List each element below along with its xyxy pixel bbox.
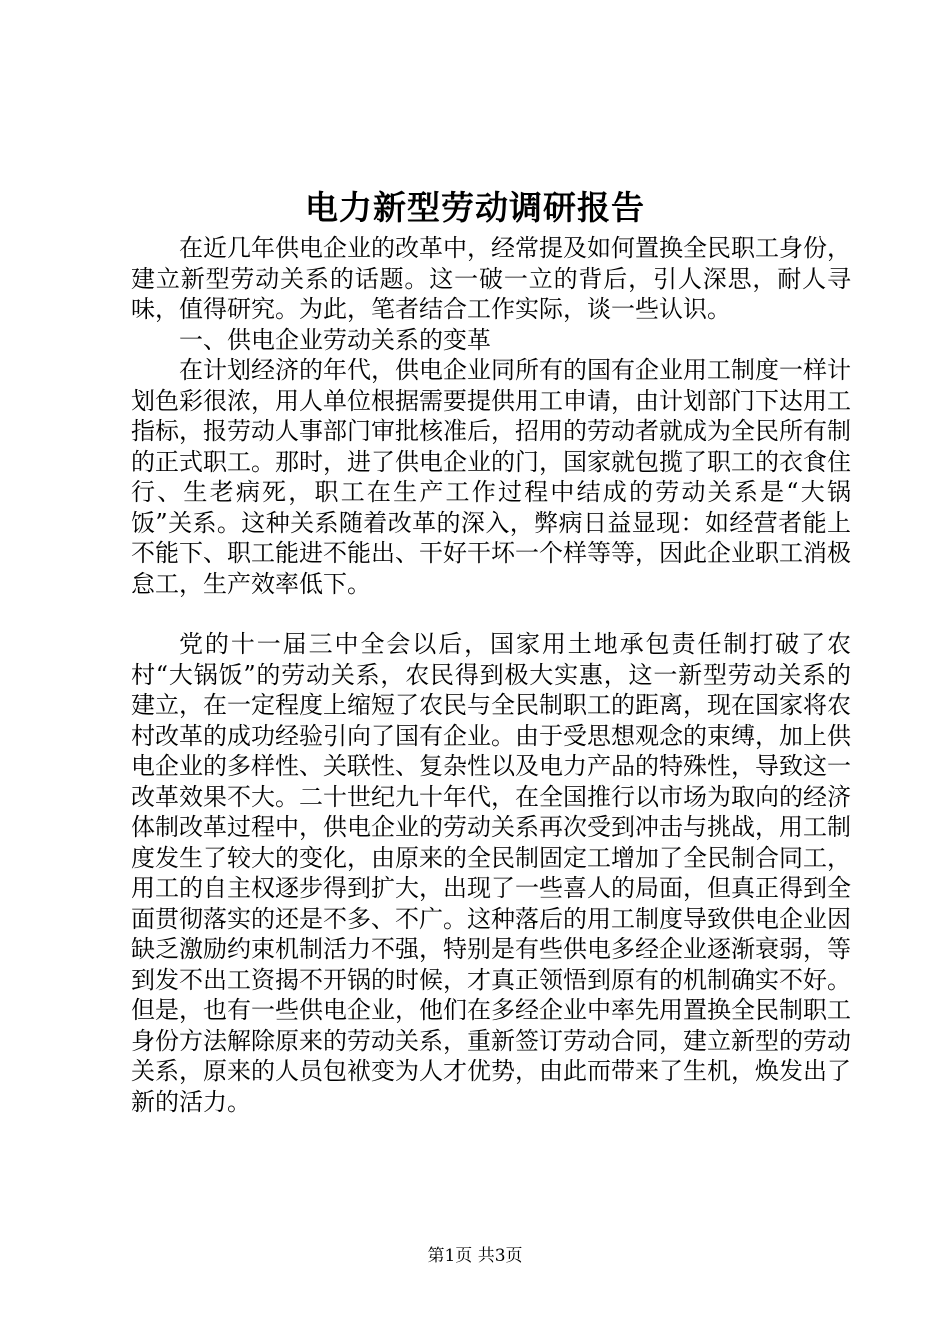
- page-number-footer: 第1页 共3页: [427, 1246, 523, 1266]
- section-heading-1: 一、供电企业劳动关系的变革: [179, 325, 491, 354]
- paragraph-planned-economy: 在计划经济的年代，供电企业同所有的国有企业用工制度一样计划色彩很浓，用人单位根据需要提供用工申请，由计划部门下达用工指标，报劳动人事部门审批核准后，招用的劳动者就成为全民所有制的正式职工。那时，进了供电企业的门，国家就包揽了职工的衣食住行、生老病死，职工在生产工作过程中结成的劳动关系是“大锅饭”关系。这种关系随着改革的深入，弊病日益显现：如经营者能上不能下、职工能进不能出、干好干坏一个样等等，因此企业职工消极怠工，生产效率低下。: [131, 356, 851, 598]
- document-body: [131, 233, 851, 1117]
- paragraph-reform: 党的十一届三中全会以后，国家用土地承包责任制打破了农村“大锅饭”的劳动关系，农民得到极大实惠，这一新型劳动关系的建立，在一定程度上缩短了农民与全民制职工的距离，现在国家将农村改革的成功经验引向了国有企业。由于受思想观念的束缚，加上供电企业的多样性、关联性、复杂性以及电力产品的特殊性，导致这一改革效果不大。二十世纪九十年代，在全国推行以市场为取向的经济体制改革过程中，供电企业的劳动关系再次受到冲击与挑战，用工制度发生了较大的变化，由原来的全民制固定工增加了全民制合同工，用工的自主权逐步得到扩大，出现了一些喜人的局面，但真正得到全面贯彻落实的还是不多、不广。这种落后的用工制度导致供电企业因缺乏激励约束机制活力不强，特别是有些供电多经企业逐渐衰弱，等到发不出工资揭不开锅的时候，才真正领悟到原有的机制确实不好。但是，也有一些供电企业，他们在多经企业中率先用置换全民制职工身份方法解除原来的劳动关系，重新签订劳动合同，建立新型的劳动关系，原来的人员包袱变为人才优势，由此而带来了生机，焕发出了新的活力。: [131, 630, 851, 1116]
- paragraph-intro: 在近几年供电企业的改革中，经常提及如何置换全民职工身份，建立新型劳动关系的话题。这一破一立的背后，引人深思，耐人寻味，值得研究。为此，笔者结合工作实际，谈一些认识。: [131, 234, 851, 323]
- document-title: 电力新型劳动调研报告: [305, 188, 645, 227]
